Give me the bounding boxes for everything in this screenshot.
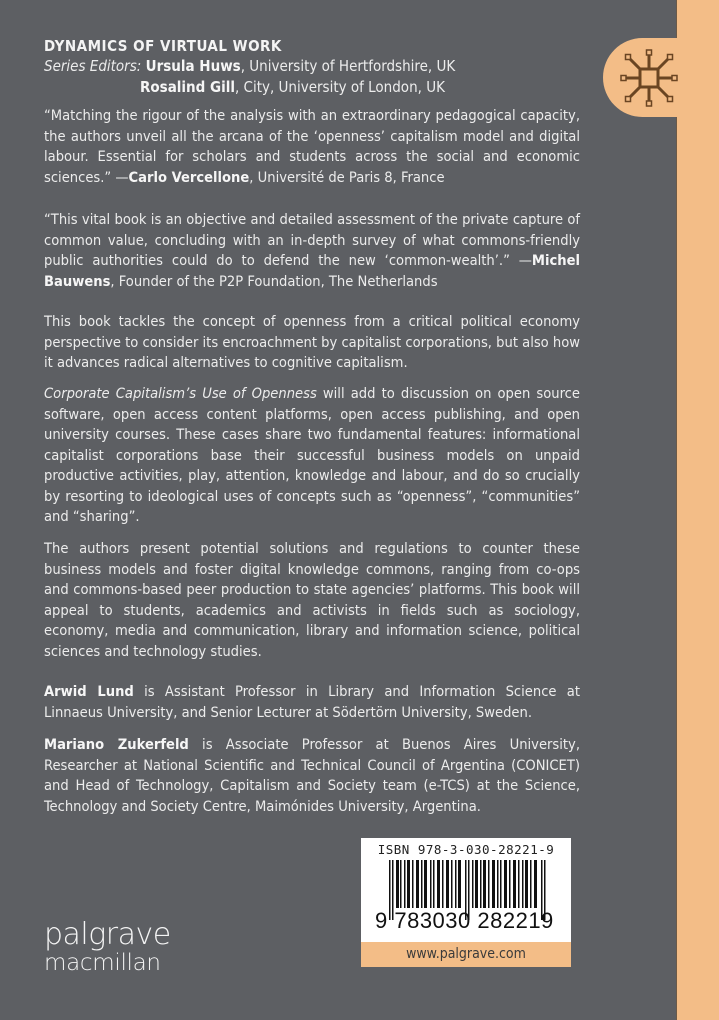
ean-digits: 9 783030 282219	[375, 908, 554, 933]
description-p1	[44, 312, 580, 374]
publisher-logo	[44, 917, 171, 976]
author-bio: is Associate Professor at Buenos Aires University, Researcher at National Scientific and Technical Council of Argentina (CONICET) and Head of Technology, Capitalism and Society team (e-TCS) at the Science, Technology and Society Centre, Maimónides University, Argentina.	[44, 736, 580, 815]
description-p3	[44, 539, 580, 662]
series-editor-2	[44, 77, 604, 98]
editor-affiliation: , City, University of London, UK	[234, 78, 445, 96]
author-bio: is Assistant Professor in Library and Information Science at Linnaeus University, and Senior Lecturer at Södertörn University, Sweden.	[44, 683, 580, 721]
description-text: The authors present potential solutions and regulations to counter these business models and foster digital knowledge commons, ranging from co-ops and commons-based peer production to state agencies’ platforms. This book will appeal to students, academics and activists in fields such as sociology, economy, media and communication, library and information science, political sciences and technology studies.	[44, 540, 580, 660]
editor-affiliation: , University of Hertfordshire, UK	[240, 57, 456, 75]
description-p2	[44, 384, 580, 528]
publisher-url[interactable]: www.palgrave.com	[361, 942, 571, 967]
editor-name: Ursula Huws	[145, 57, 241, 75]
endorsement-affiliation: , Université de Paris 8, France	[249, 168, 445, 186]
network-node-icon	[617, 46, 681, 110]
series-tab	[603, 38, 719, 117]
spine-strip	[676, 0, 719, 1020]
isbn-label: ISBN 978-3-030-28221-9	[377, 842, 555, 857]
logo-line-1: palgrave	[44, 917, 171, 952]
endorsement-quote: “Matching the rigour of the analysis with an extraordinary pedagogical capacity, the authors unveil all the arcana of the ‘openness’ capitalism model and digital labour. Essential for scholars and students across the social and economic sciences.” —	[44, 107, 580, 186]
endorsement-1	[44, 106, 580, 188]
series-editor-1	[44, 56, 604, 77]
author-bio-1	[44, 682, 580, 723]
editors-label: Series Editors:	[44, 57, 142, 75]
endorsement-quote: “This vital book is an objective and detailed assessment of the private capture of common value, concluding with an in-depth survey of what commons-friendly public authorities could do to defend the new ‘common-wealth’.” —	[44, 211, 580, 269]
endorsement-author: Carlo Vercellone	[128, 168, 250, 186]
book-title: Corporate Capitalism’s Use of Openness	[44, 385, 317, 402]
logo-line-2: macmillan	[44, 950, 161, 976]
endorsement-author: Michel Bauwens	[44, 252, 580, 290]
description-text: This book tackles the concept of openness from a critical political economy perspective to consider its encroachment by capitalist corporations, but also how it advances radical alternatives to cognitive capitalism.	[44, 313, 580, 371]
barcode-box	[361, 838, 571, 942]
endorsement-2	[44, 210, 580, 292]
author-name: Arwid Lund	[44, 683, 134, 700]
author-bio-2	[44, 735, 580, 817]
author-name: Mariano Zukerfeld	[44, 736, 189, 753]
description-text: will add to discussion on open source software, open access content platforms, open access publishing, and open university courses. These cases share two fundamental features: informational capitalist corporations base their successful business models on unpaid productive activities, play, attention, knowledge and labour, and do so crucially by resorting to ideological uses of concepts such as “openness”, “communities” and “sharing”.	[44, 385, 580, 525]
series-header	[44, 36, 604, 98]
series-title: DYNAMICS OF VIRTUAL WORK	[44, 37, 282, 55]
endorsement-affiliation: , Founder of the P2P Foundation, The Netherlands	[110, 272, 438, 290]
editor-name: Rosalind Gill	[140, 78, 235, 96]
